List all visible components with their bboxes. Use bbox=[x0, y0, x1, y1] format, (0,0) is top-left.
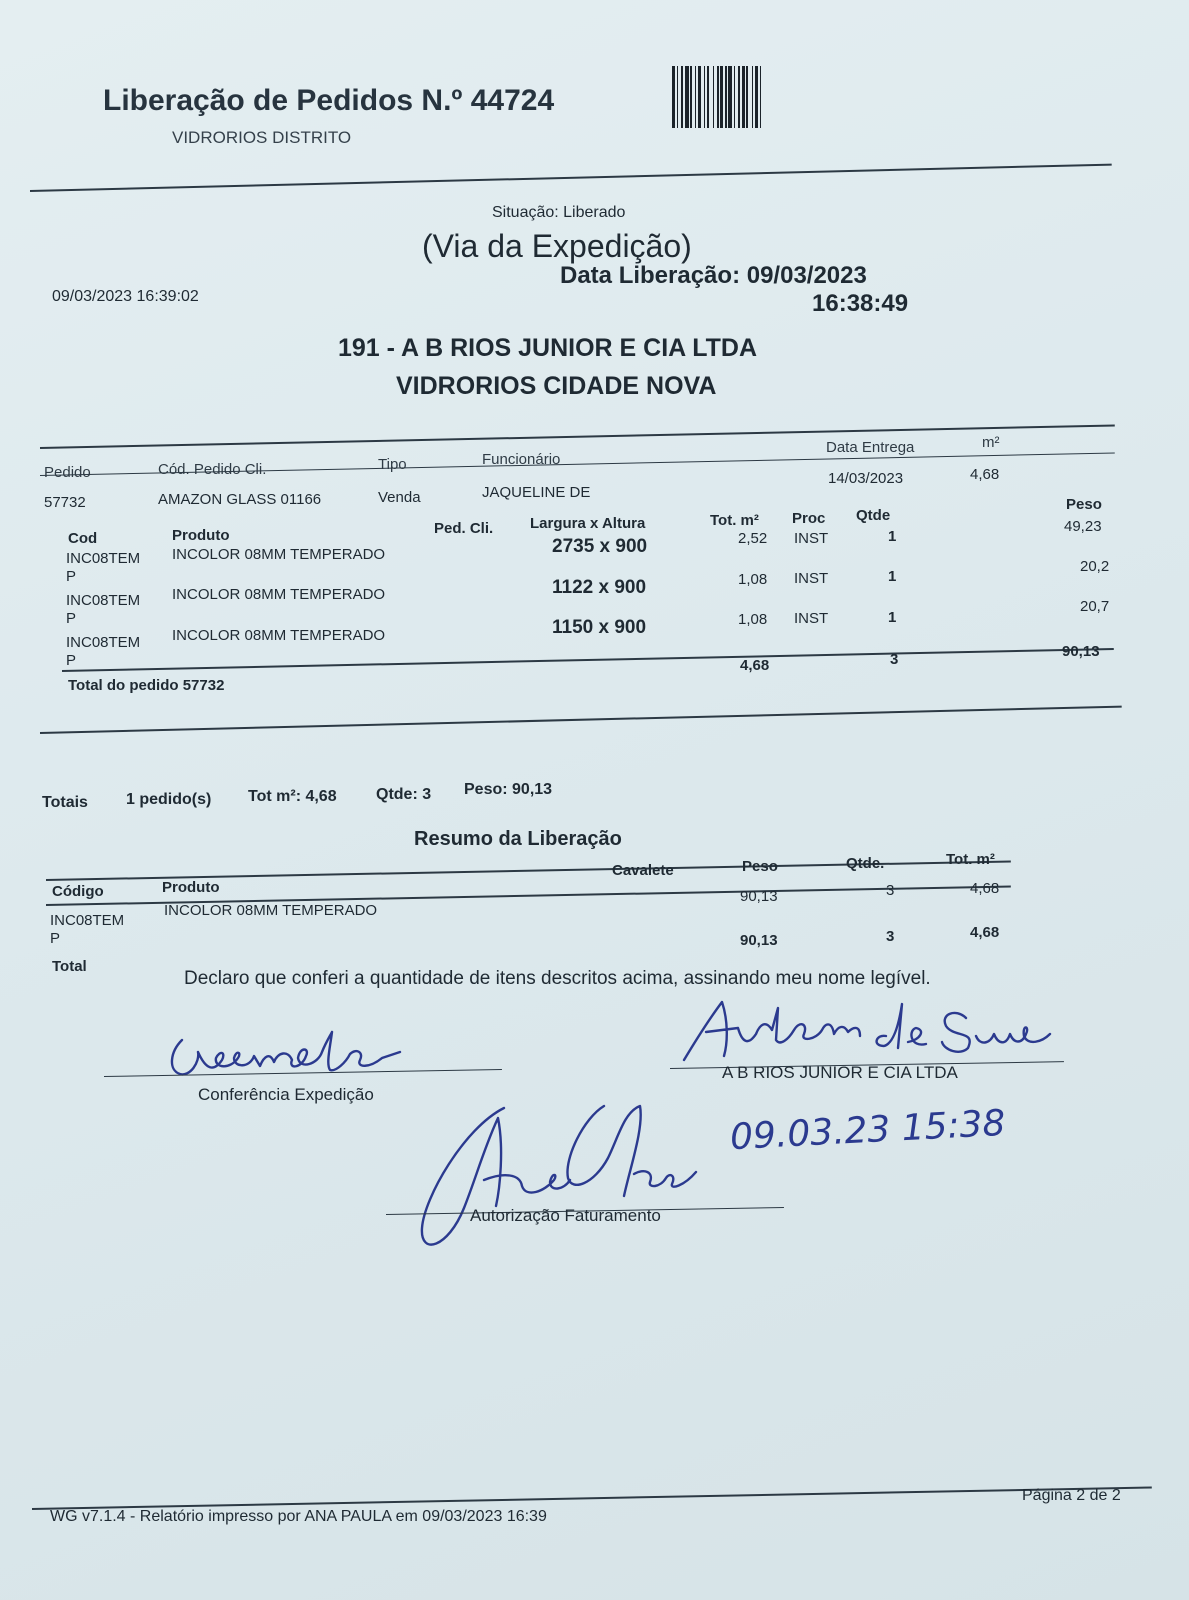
header-divider bbox=[30, 164, 1112, 192]
totals-m2: Tot m²: 4,68 bbox=[248, 788, 337, 805]
order-type: Venda bbox=[378, 489, 421, 506]
header-pedido: Pedido bbox=[44, 464, 91, 481]
cliente-label: A B RIOS JUNIOR E CIA LTDA bbox=[722, 1063, 958, 1082]
item-code: INC08TEM bbox=[66, 550, 141, 567]
item-tot-m2: 2,52 bbox=[738, 530, 768, 547]
item-peso: 20,7 bbox=[1080, 598, 1110, 615]
summary-header-tot-m2: Tot. m² bbox=[946, 851, 995, 868]
order-top-rule bbox=[40, 424, 1115, 449]
item-code: INC08TEM bbox=[66, 634, 141, 651]
item-header-tot-m2: Tot. m² bbox=[710, 512, 759, 529]
release-date: Data Liberação: 09/03/2023 bbox=[560, 262, 867, 289]
footer-rule bbox=[32, 1486, 1152, 1510]
item-header-cod: Cod bbox=[68, 530, 98, 547]
release-time: 16:38:49 bbox=[812, 290, 909, 317]
page-number: Página 2 de 2 bbox=[1022, 1487, 1121, 1504]
summary-code-suffix: P bbox=[50, 930, 61, 947]
printed-timestamp: 09/03/2023 16:39:02 bbox=[52, 288, 199, 305]
item-dimensions: 1150 x 900 bbox=[552, 617, 647, 638]
summary-header-cavalete: Cavalete bbox=[612, 862, 674, 879]
employee-name: JAQUELINE DE bbox=[482, 484, 591, 501]
order-total-peso: 90,13 bbox=[1062, 643, 1100, 660]
autorizacao-label: Autorização Faturamento bbox=[470, 1206, 661, 1225]
status-text: Situação: Liberado bbox=[492, 204, 626, 221]
summary-tot-m2: 4,68 bbox=[970, 880, 1000, 897]
company-name: 191 - A B RIOS JUNIOR E CIA LTDA bbox=[338, 334, 758, 362]
totals-orders: 1 pedido(s) bbox=[126, 791, 212, 808]
summary-header-qtde: Qtde. bbox=[846, 855, 885, 872]
item-header-qtde: Qtde bbox=[856, 507, 891, 524]
item-code: INC08TEM bbox=[66, 592, 141, 609]
document-subtitle: VIDRORIOS DISTRITO bbox=[172, 128, 352, 147]
totals-label: Totais bbox=[42, 794, 88, 811]
item-code-suffix: P bbox=[66, 568, 77, 585]
item-header-dimensions: Largura x Altura bbox=[530, 515, 646, 532]
signature-antonio bbox=[676, 990, 1056, 1070]
summary-header-codigo: Código bbox=[52, 883, 104, 900]
item-proc: INST bbox=[794, 610, 829, 627]
summary-product: INCOLOR 08MM TEMPERADO bbox=[164, 902, 378, 919]
item-header-ped-cli: Ped. Cli. bbox=[434, 520, 494, 537]
item-qtde: 1 bbox=[888, 609, 897, 626]
barcode bbox=[672, 66, 864, 128]
item-product: INCOLOR 08MM TEMPERADO bbox=[172, 586, 386, 603]
handwritten-datetime: 09.03.23 15:38 bbox=[729, 1102, 1007, 1159]
item-dimensions: 1122 x 900 bbox=[552, 577, 647, 598]
document-title: Liberação de Pedidos N.º 44724 bbox=[103, 84, 555, 117]
item-proc: INST bbox=[794, 530, 829, 547]
item-product: INCOLOR 08MM TEMPERADO bbox=[172, 546, 386, 563]
summary-total-label: Total bbox=[52, 958, 87, 975]
item-product: INCOLOR 08MM TEMPERADO bbox=[172, 627, 386, 644]
item-proc: INST bbox=[794, 570, 829, 587]
header-m2: m² bbox=[982, 434, 1000, 451]
order-total-rule bbox=[62, 648, 1114, 672]
conferencia-label: Conferência Expedição bbox=[198, 1085, 374, 1104]
totals-qtde: Qtde: 3 bbox=[376, 786, 432, 803]
summary-total-qtde: 3 bbox=[886, 928, 895, 945]
item-header-produto: Produto bbox=[172, 527, 230, 544]
branch-name: VIDRORIOS CIDADE NOVA bbox=[396, 372, 717, 400]
signature-leonardo bbox=[160, 1022, 430, 1092]
summary-code: INC08TEM bbox=[50, 912, 125, 929]
item-header-peso: Peso bbox=[1066, 496, 1102, 513]
item-header-proc: Proc bbox=[792, 510, 826, 527]
item-qtde: 1 bbox=[888, 568, 897, 585]
header-tipo: Tipo bbox=[378, 456, 407, 473]
item-peso: 20,2 bbox=[1080, 558, 1110, 575]
signature-ana-paula bbox=[404, 1088, 704, 1258]
order-total-label: Total do pedido 57732 bbox=[68, 677, 225, 694]
summary-title: Resumo da Liberação bbox=[414, 828, 622, 850]
copy-type-heading: (Via da Expedição) bbox=[422, 228, 692, 264]
header-funcionario: Funcionário bbox=[482, 451, 561, 468]
footer-printed-by: WG v7.1.4 - Relatório impresso por ANA PAULA em 09/03/2023 16:39 bbox=[50, 1508, 547, 1525]
client-order-code: AMAZON GLASS 01166 bbox=[158, 491, 322, 508]
item-peso: 49,23 bbox=[1064, 518, 1102, 535]
summary-total-peso: 90,13 bbox=[740, 932, 778, 949]
item-code-suffix: P bbox=[66, 610, 77, 627]
item-tot-m2: 1,08 bbox=[738, 571, 768, 588]
order-total-m2: 4,68 bbox=[740, 657, 770, 674]
header-data-entrega: Data Entrega bbox=[826, 439, 915, 456]
summary-peso: 90,13 bbox=[740, 888, 778, 905]
item-code-suffix: P bbox=[66, 652, 77, 669]
item-dimensions: 2735 x 900 bbox=[552, 536, 648, 557]
order-total-qtde: 3 bbox=[890, 651, 899, 668]
delivery-date: 14/03/2023 bbox=[828, 470, 904, 487]
item-tot-m2: 1,08 bbox=[738, 611, 768, 628]
summary-total-m2: 4,68 bbox=[970, 924, 1000, 941]
totals-peso: Peso: 90,13 bbox=[464, 781, 553, 798]
declaration-text: Declaro que conferi a quantidade de itens descritos acima, assinando meu nome legível. bbox=[184, 968, 931, 989]
order-number: 57732 bbox=[44, 494, 86, 511]
order-bottom-rule bbox=[40, 706, 1122, 734]
summary-qtde: 3 bbox=[886, 882, 895, 899]
item-qtde: 1 bbox=[888, 528, 897, 545]
header-cod-pedido-cli: Cód. Pedido Cli. bbox=[158, 461, 267, 478]
summary-header-peso: Peso bbox=[742, 858, 778, 875]
order-m2: 4,68 bbox=[970, 466, 1000, 483]
summary-header-produto: Produto bbox=[162, 879, 220, 896]
